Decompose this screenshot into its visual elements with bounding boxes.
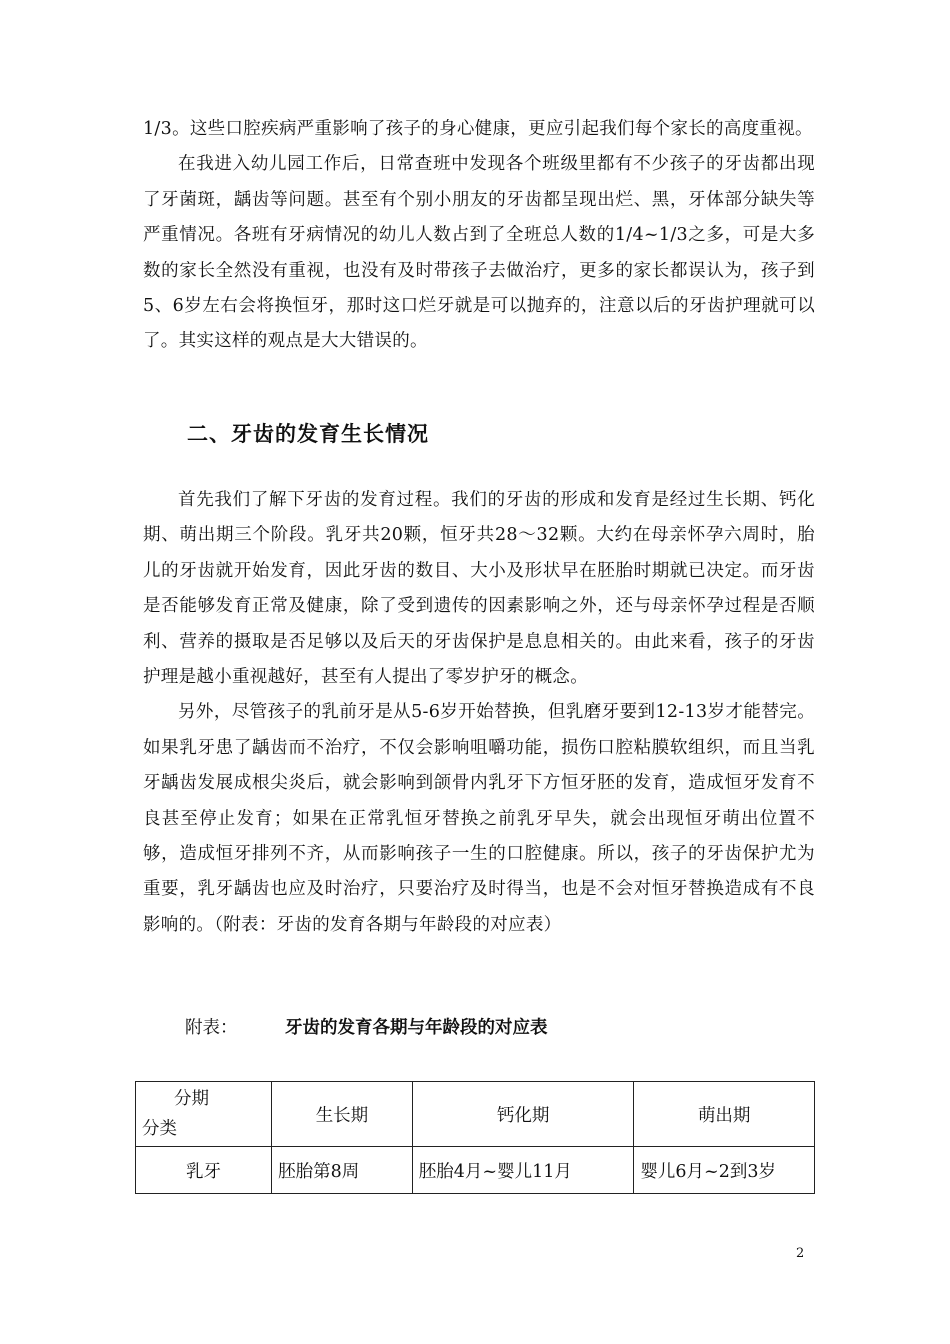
row-label-cell: 乳牙 bbox=[136, 1147, 272, 1194]
table-header-row bbox=[136, 1082, 815, 1147]
section-text bbox=[143, 483, 815, 943]
table-corner-cell bbox=[136, 1082, 272, 1147]
table-caption-label: 附表： bbox=[185, 1018, 238, 1038]
table-header-cell: 钙化期 bbox=[412, 1082, 634, 1147]
table-header-cell: 萌出期 bbox=[634, 1082, 815, 1147]
paragraph: 首先我们了解下牙齿的发育过程。我们的牙齿的形成和发育是经过生长期、钙化期、萌出期三个阶段。乳牙共20颗，恒牙共28～32颗。大约在母亲怀孕六周时，胎儿的牙齿就开始发育，因此牙齿的数目、大小及形状早在胚胎时期就已决定。而牙齿是否能够发育正常及健康，除了受到遗传的因素影响之外，还与母亲怀孕过程是否顺利、营养的摄取是否足够以及后天的牙齿保护是息息相关的。由此来看，孩子的牙齿护理是越小重视越好，甚至有人提出了零岁护牙的概念。 bbox=[143, 490, 815, 688]
paragraph: 在我进入幼儿园工作后，日常查班中发现各个班级里都有不少孩子的牙齿都出现了牙菌斑，龋齿等问题。甚至有个别小朋友的牙齿都呈现出烂、黑，牙体部分缺失等严重情况。各班有牙病情况的幼儿人数占到了全班总人数的1/4~1/3之多，可是大多数的家长全然没有重视，也没有及时带孩子去做治疗，更多的家长都误认为，孩子到5、6岁左右会将换恒牙，那时这口烂牙就是可以抛弃的，注意以后的牙齿护理就可以了。其实这样的观点是大大错误的。 bbox=[143, 154, 815, 352]
table-cell: 婴儿6月~2到3岁 bbox=[634, 1147, 815, 1194]
corner-label-bottom: 分类 bbox=[142, 1119, 177, 1139]
table-row bbox=[136, 1147, 815, 1194]
table-header-cell: 生长期 bbox=[272, 1082, 413, 1147]
intro-text bbox=[143, 112, 815, 360]
page-number: 2 bbox=[796, 1246, 805, 1261]
table-caption-title: 牙齿的发育各期与年龄段的对应表 bbox=[285, 1018, 548, 1038]
section-heading: 二、牙齿的发育生长情况 bbox=[187, 422, 429, 446]
table-cell: 胚胎第8周 bbox=[272, 1147, 413, 1194]
paragraph: 1/3。这些口腔疾病严重影响了孩子的身心健康，更应引起我们每个家长的高度重视。 bbox=[143, 119, 813, 139]
table-cell: 胚胎4月~婴儿11月 bbox=[412, 1147, 634, 1194]
paragraph: 另外，尽管孩子的乳前牙是从5-6岁开始替换，但乳磨牙要到12-13岁才能替完。如果乳牙患了龋齿而不治疗，不仅会影响咀嚼功能，损伤口腔粘膜软组织，而且当乳牙龋齿发展成根尖炎后，就会影响到颌骨内乳牙下方恒牙胚的发育，造成恒牙发育不良甚至停止发育；如果在正常乳恒牙替换之前乳牙早失，就会出现恒牙萌出位置不够，造成恒牙排列不齐，从而影响孩子一生的口腔健康。所以，孩子的牙齿保护尤为重要，乳牙龋齿也应及时治疗，只要治疗及时得当，也是不会对恒牙替换造成有不良影响的。（附表：牙齿的发育各期与年龄段的对应表） bbox=[143, 702, 815, 935]
tooth-stage-table bbox=[135, 1081, 815, 1194]
corner-label-top: 分期 bbox=[174, 1089, 209, 1109]
